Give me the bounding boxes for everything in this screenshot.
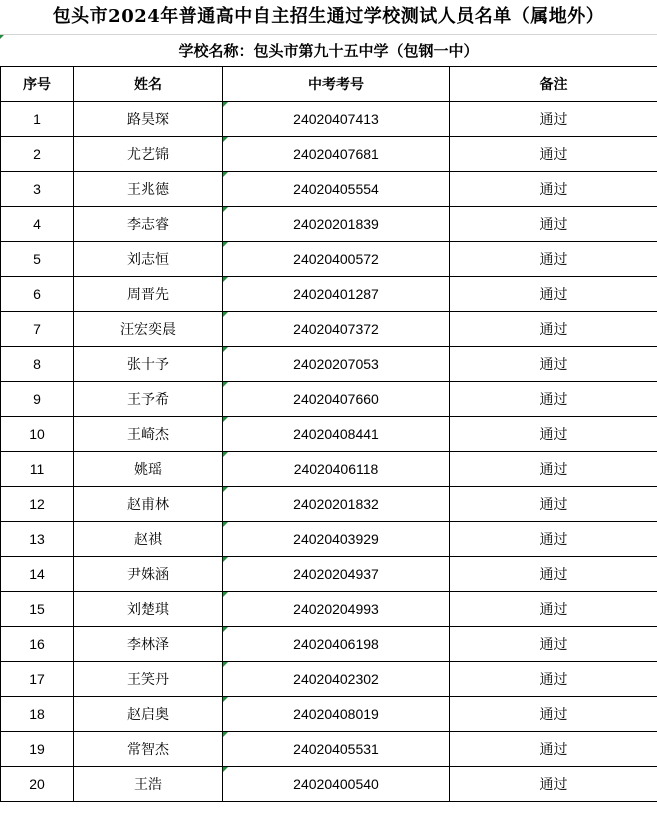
cell-exam-id: 24020405531 — [223, 732, 450, 767]
cell-name: 尹姝涵 — [74, 557, 223, 592]
roster-table — [0, 66, 657, 802]
cell-name: 刘楚琪 — [74, 592, 223, 627]
cell-name: 赵甫林 — [74, 487, 223, 522]
cell-name: 姚瑶 — [74, 452, 223, 487]
cell-exam-id: 24020401287 — [223, 277, 450, 312]
cell-number: 1 — [1, 102, 74, 137]
cell-exam-id: 24020406198 — [223, 627, 450, 662]
cell-number: 6 — [1, 277, 74, 312]
cell-remark: 通过 — [450, 627, 657, 662]
table-row — [1, 207, 657, 242]
cell-number: 5 — [1, 242, 74, 277]
table-row — [1, 312, 657, 347]
cell-remark: 通过 — [450, 347, 657, 382]
cell-number: 8 — [1, 347, 74, 382]
table-row — [1, 242, 657, 277]
cell-remark: 通过 — [450, 697, 657, 732]
cell-remark: 通过 — [450, 207, 657, 242]
cell-exam-id: 24020407681 — [223, 137, 450, 172]
table-row — [1, 382, 657, 417]
cell-number: 9 — [1, 382, 74, 417]
cell-name: 路昊琛 — [74, 102, 223, 137]
school-name-label: 学校名称：包头市第九十五中学（包钢一中） — [0, 34, 657, 66]
table-row — [1, 172, 657, 207]
cell-exam-id: 24020408441 — [223, 417, 450, 452]
cell-name: 周晋先 — [74, 277, 223, 312]
cell-remark: 通过 — [450, 452, 657, 487]
header-row — [1, 67, 657, 102]
cell-name: 李志睿 — [74, 207, 223, 242]
cell-number: 2 — [1, 137, 74, 172]
cell-exam-id: 24020405554 — [223, 172, 450, 207]
cell-remark: 通过 — [450, 522, 657, 557]
cell-number: 12 — [1, 487, 74, 522]
cell-remark: 通过 — [450, 137, 657, 172]
table-row — [1, 417, 657, 452]
header-number: 序号 — [1, 67, 74, 102]
roster-body — [1, 102, 657, 802]
cell-remark: 通过 — [450, 172, 657, 207]
cell-exam-id: 24020407372 — [223, 312, 450, 347]
cell-exam-id: 24020201839 — [223, 207, 450, 242]
cell-name: 尤艺锦 — [74, 137, 223, 172]
cell-remark: 通过 — [450, 592, 657, 627]
table-row — [1, 102, 657, 137]
cell-remark: 通过 — [450, 382, 657, 417]
cell-remark: 通过 — [450, 557, 657, 592]
cell-number: 11 — [1, 452, 74, 487]
cell-number: 19 — [1, 732, 74, 767]
cell-name: 李林泽 — [74, 627, 223, 662]
cell-exam-id: 24020400572 — [223, 242, 450, 277]
table-row — [1, 732, 657, 767]
cell-exam-id: 24020400540 — [223, 767, 450, 802]
cell-remark: 通过 — [450, 242, 657, 277]
table-row — [1, 662, 657, 697]
header-remark: 备注 — [450, 67, 657, 102]
table-row — [1, 137, 657, 172]
cell-number: 20 — [1, 767, 74, 802]
table-row — [1, 452, 657, 487]
table-row — [1, 277, 657, 312]
cell-remark: 通过 — [450, 417, 657, 452]
table-row — [1, 697, 657, 732]
cell-remark: 通过 — [450, 487, 657, 522]
cell-number: 7 — [1, 312, 74, 347]
cell-name: 赵启奥 — [74, 697, 223, 732]
cell-number: 4 — [1, 207, 74, 242]
cell-name: 常智杰 — [74, 732, 223, 767]
cell-number: 13 — [1, 522, 74, 557]
cell-number: 16 — [1, 627, 74, 662]
cell-exam-id: 24020407413 — [223, 102, 450, 137]
cell-number: 3 — [1, 172, 74, 207]
table-row — [1, 347, 657, 382]
table-row — [1, 522, 657, 557]
cell-exam-id: 24020201832 — [223, 487, 450, 522]
cell-name: 王兆德 — [74, 172, 223, 207]
cell-exam-id: 24020403929 — [223, 522, 450, 557]
cell-name: 王崎杰 — [74, 417, 223, 452]
header-exam-id: 中考考号 — [223, 67, 450, 102]
cell-name: 刘志恒 — [74, 242, 223, 277]
cell-exam-id: 24020407660 — [223, 382, 450, 417]
cell-exam-id: 24020204993 — [223, 592, 450, 627]
cell-exam-id: 24020402302 — [223, 662, 450, 697]
document-title: 包头市2024年普通高中自主招生通过学校测试人员名单（属地外） — [52, 6, 605, 27]
table-row — [1, 487, 657, 522]
cell-remark: 通过 — [450, 277, 657, 312]
cell-number: 10 — [1, 417, 74, 452]
cell-remark: 通过 — [450, 732, 657, 767]
cell-exam-id: 24020204937 — [223, 557, 450, 592]
cell-name: 汪宏奕晨 — [74, 312, 223, 347]
header-name: 姓名 — [74, 67, 223, 102]
cell-name: 张十予 — [74, 347, 223, 382]
cell-name: 王予希 — [74, 382, 223, 417]
cell-exam-id: 24020408019 — [223, 697, 450, 732]
cell-number: 18 — [1, 697, 74, 732]
cell-number: 15 — [1, 592, 74, 627]
cell-remark: 通过 — [450, 102, 657, 137]
cell-name: 王浩 — [74, 767, 223, 802]
table-row — [1, 592, 657, 627]
cell-name: 王笑丹 — [74, 662, 223, 697]
cell-number: 17 — [1, 662, 74, 697]
cell-exam-id: 24020207053 — [223, 347, 450, 382]
table-row — [1, 557, 657, 592]
cell-exam-id: 24020406118 — [223, 452, 450, 487]
cell-name: 赵祺 — [74, 522, 223, 557]
table-row — [1, 767, 657, 802]
cell-remark: 通过 — [450, 662, 657, 697]
cell-remark: 通过 — [450, 312, 657, 347]
cell-number: 14 — [1, 557, 74, 592]
table-row — [1, 627, 657, 662]
cell-remark: 通过 — [450, 767, 657, 802]
